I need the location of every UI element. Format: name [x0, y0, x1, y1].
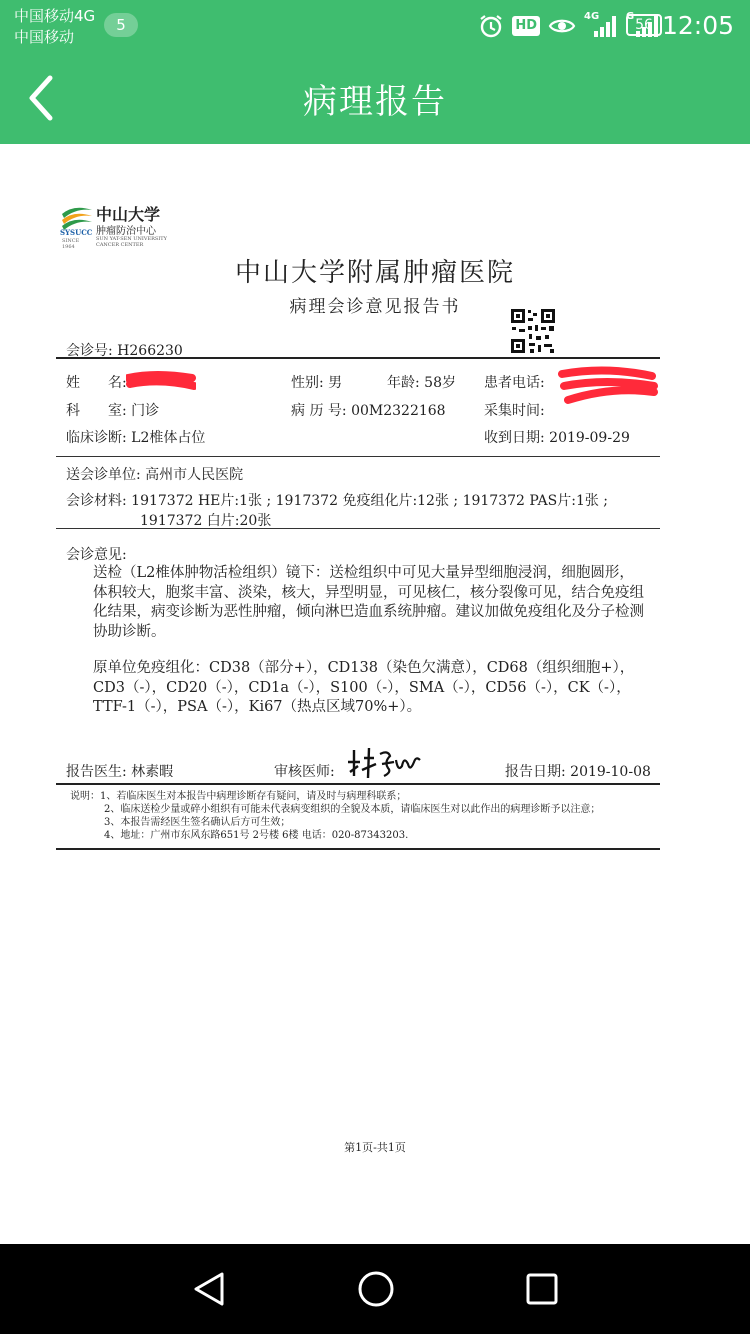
phone-label: 患者电话: — [484, 375, 545, 391]
patient-name-label: 姓 名: — [66, 375, 127, 391]
alarm-icon — [478, 13, 504, 39]
divider — [56, 456, 660, 457]
divider — [56, 357, 660, 359]
eye-comfort-icon — [548, 15, 576, 37]
battery-level: 56 — [635, 17, 653, 33]
hd-icon: HD — [512, 16, 540, 36]
divider — [56, 783, 660, 785]
opinion-label: 会诊意见: — [66, 547, 127, 563]
materials-line-2: 1917372 白片:20张 — [140, 513, 272, 529]
carrier2-label: 中国移动 — [14, 28, 75, 46]
name-redaction-mark — [126, 370, 196, 392]
notification-count-badge: 5 — [104, 13, 138, 37]
reviewer-signature — [344, 742, 424, 782]
navigation-bar — [0, 54, 750, 144]
page-title: 病理报告 — [303, 82, 447, 122]
report-date: 报告日期: 2019-10-08 — [505, 764, 651, 780]
circle-home-icon — [356, 1269, 396, 1309]
battery-icon — [626, 14, 662, 36]
note-line-2: 2、临床送检少量或碎小组织有可能未代表病变组织的全貌及本质，请临床医生对以此作出的病理诊断予以注意； — [104, 804, 601, 815]
note-line-3: 3、本报告需经医生签名确认后方可生效； — [104, 817, 291, 828]
back-nav-button[interactable] — [190, 1269, 230, 1309]
note-line-4: 4、地址：广州市东风东路651号 2号楼 6楼 电话：020-87343203. — [104, 830, 409, 841]
page-number: 第1页-共1页 — [344, 1141, 406, 1154]
gender: 性别: 男 — [291, 375, 343, 391]
materials-line-1: 会诊材料: 1917372 HE片:1张 ; 1917372 免疫组化片:12张 ; 1917372 PAS片:1张 ; — [66, 493, 609, 509]
age: 年龄: 58岁 — [387, 375, 456, 391]
square-recents-icon — [522, 1269, 562, 1309]
logo-since: SINCE 1964 — [62, 238, 80, 250]
phone-redaction-mark — [556, 364, 660, 406]
collection-time: 采集时间: — [484, 403, 545, 419]
sending-unit: 送会诊单位: 高州市人民医院 — [66, 467, 244, 483]
logo-center-name: 肿瘤防治中心 — [96, 226, 156, 237]
signal-g-label: G — [626, 11, 635, 22]
app-header — [0, 0, 750, 144]
report-title: 病理会诊意见报告书 — [289, 297, 461, 317]
divider — [56, 848, 660, 850]
divider — [56, 528, 660, 529]
recents-nav-button[interactable] — [522, 1269, 562, 1309]
signal-4g-label: 4G — [584, 11, 600, 22]
home-nav-button[interactable] — [356, 1269, 396, 1309]
report-doctor: 报告医生: 林素暇 — [66, 764, 174, 780]
note-line-1: 说明：1、若临床医生对本报告中病理诊断存有疑问，请及时与病理科联系； — [70, 791, 407, 802]
logo-center-name-en: SUN YAT-SEN UNIVERSITY CANCER CENTER — [96, 236, 167, 248]
clinical-diagnosis: 临床诊断: L2椎体占位 — [66, 430, 206, 446]
record-number: 病 历 号: 00M2322168 — [291, 403, 446, 419]
logo-abbreviation: SYSUCC — [60, 228, 93, 237]
department: 科 室: 门诊 — [66, 403, 160, 419]
status-bar — [0, 0, 750, 54]
received-date: 收到日期: 2019-09-29 — [484, 430, 630, 446]
system-navigation-bar — [0, 1244, 750, 1334]
immunohistochemistry-results: 原单位免疫组化：CD38（部分+），CD138（染色欠满意），CD68（组织细胞+），CD3（-），CD20（-），CD1a（-），S100（-），SMA（-），CD56（-），CK（-），TTF-1（-），PSA（-），Ki67（热点区域70%+）。 — [93, 660, 635, 715]
carrier-info — [14, 6, 95, 48]
review-doctor-label: 审核医师: — [274, 764, 335, 780]
pathology-report-document[interactable] — [0, 144, 750, 1244]
carrier1-label: 中国移动4G — [14, 7, 96, 25]
clock: 12:05 — [661, 11, 734, 40]
qr-code — [510, 308, 556, 354]
triangle-back-icon — [190, 1269, 230, 1309]
consult-number: 会诊号: H266230 — [66, 343, 183, 359]
signal-4g-icon — [584, 13, 618, 39]
logo-university-name: 中山大学 — [96, 205, 161, 224]
consultation-opinion: 送检（L2椎体肿物活检组织）镜下：送检组织中可见大量异型细胞浸润，细胞圆形，体积较大，胞浆丰富、淡染，核大，异型明显，可见核仁，核分裂像可见，结合免疫组化结果，病变诊断为恶性肿瘤，倾向淋巴造血系统肿瘤。建议加做免疫组化及分子检测协助诊断。 — [93, 565, 644, 640]
hospital-name: 中山大学附属肿瘤医院 — [234, 258, 515, 288]
